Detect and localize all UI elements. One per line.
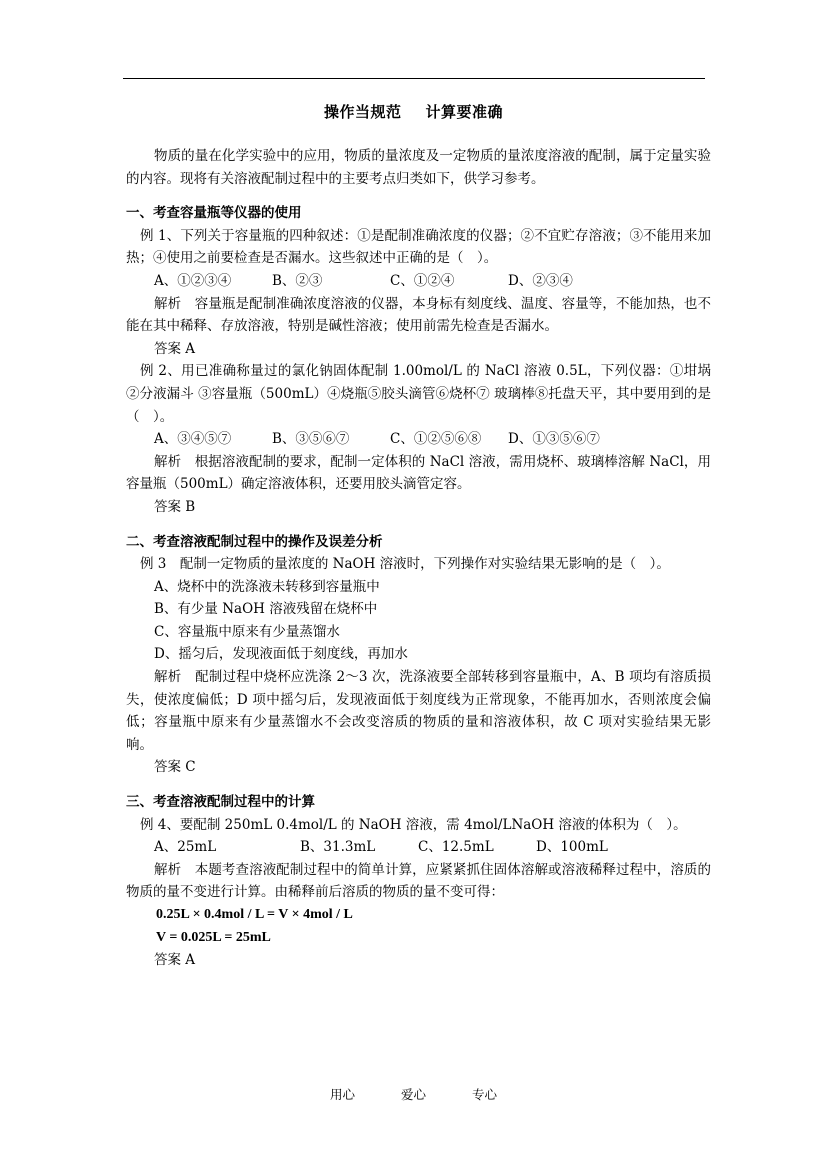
section-heading-2: 二、考查溶液配制过程中的操作及误差分析 [126, 533, 383, 550]
page-title [0, 101, 827, 122]
option-d: D、①③⑤⑥⑦ [508, 431, 600, 448]
formula-line-2: V = 0.025L = 25mL [156, 929, 271, 945]
title-right: 计算要准确 [425, 103, 504, 121]
example-2-options [126, 428, 711, 451]
example-3-choice-a: A、烧杯中的洗涤液未转移到容量瓶中 [154, 578, 380, 595]
example-4-answer: 答案 A [154, 952, 196, 969]
example-1-options [126, 270, 711, 293]
example-2-analysis: 解析 根据溶液配制的要求，配制一定体积的 NaCl 溶液，需用烧杯、玻璃棒溶解 NaCl，用容量瓶（500mL）确定溶液体积，还要用胶头滴管定容。 [126, 453, 711, 493]
section-heading-1: 一、考查容量瓶等仪器的使用 [126, 205, 302, 222]
option-a: A、①②③④ [154, 272, 232, 289]
option-d: D、②③④ [508, 272, 573, 289]
example-2-question: 例 2、用已准确称量过的氯化钠固体配制 1.00mol/L 的 NaCl 溶液 0.5L，下列仪器：①坩埚②分液漏斗 ③容量瓶（500mL）④烧瓶⑤胶头滴管⑥烧杯⑦ 玻璃棒⑧托盘天平，其中要用到的是（ ）。 [126, 363, 711, 425]
footer-word-1: 用心 [329, 1087, 355, 1102]
example-3-question: 例 3 配制一定物质的量浓度的 NaOH 溶液时，下列操作对实验结果无影响的是（ ）。 [140, 556, 670, 573]
document-body [126, 145, 711, 972]
option-a: A、③④⑤⑦ [154, 431, 232, 448]
option-c: C、①②④ [390, 272, 455, 289]
option-b: B、②③ [272, 272, 323, 289]
example-1-question: 例 1、下列关于容量瓶的四种叙述：①是配制准确浓度的仪器；②不宜贮存溶液；③不能用来加热；④使用之前要检查是否漏水。这些叙述中正确的是（ ）。 [126, 227, 711, 267]
example-4-analysis: 解析 本题考查溶液配制过程中的简单计算，应紧紧抓住固体溶解或溶液稀释过程中，溶质的物质的量不变进行计算。由稀释前后溶质的物质的量不变可得： [126, 861, 711, 901]
option-c: C、①②⑤⑥⑧ [390, 431, 482, 448]
option-b: B、31.3mL [300, 839, 376, 856]
intro-paragraph: 物质的量在化学实验中的应用，物质的量浓度及一定物质的量浓度溶液的配制，属于定量实验的内容。现将有关溶液配制过程中的主要考点归类如下，供学习参考。 [126, 148, 711, 187]
example-3-choice-c: C、容量瓶中原来有少量蒸馏水 [154, 623, 340, 640]
footer-word-2: 爱心 [400, 1087, 426, 1102]
option-c: C、12.5mL [418, 839, 494, 856]
example-4-options [126, 836, 711, 859]
example-1-answer: 答案 A [154, 340, 196, 357]
page-footer [0, 1085, 827, 1103]
option-d: D、100mL [536, 839, 608, 856]
example-1-analysis: 解析 容量瓶是配制准确浓度溶液的仪器，本身标有刻度线、温度、容量等，不能加热，也不能在其中稀释、存放溶液，特别是碱性溶液；使用前需先检查是否漏水。 [126, 295, 711, 335]
example-2-answer: 答案 B [154, 498, 196, 515]
section-heading-3: 三、考查溶液配制过程中的计算 [126, 794, 315, 811]
option-a: A、25mL [154, 839, 217, 856]
option-b: B、③⑤⑥⑦ [272, 431, 350, 448]
footer-word-3: 专心 [471, 1087, 497, 1102]
example-3-analysis: 解析 配制过程中烧杯应洗涤 2～3 次，洗涤液要全部转移到容量瓶中，A、B 项均有溶质损失，使浓度偏低；D 项中摇匀后，发现液面低于刻度线为正常现象，不能再加水，否则浓度会偏低；容量瓶中原来有少量蒸馏水不会改变溶质的物质的量和溶液体积，故 C 项对实验结果无影响。 [126, 669, 711, 753]
title-left: 操作当规范 [323, 103, 402, 121]
formula-line-1: 0.25L × 0.4mol / L = V × 4mol / L [156, 907, 353, 922]
example-3-answer: 答案 C [154, 759, 196, 776]
example-3-choice-d: D、摇匀后，发现液面低于刻度线，再加水 [154, 646, 408, 663]
example-3-choice-b: B、有少量 NaOH 溶液残留在烧杯中 [154, 601, 378, 618]
example-4-question: 例 4、要配制 250mL 0.4mol/L 的 NaOH 溶液，需 4mol/LNaOH 溶液的体积为（ ）。 [140, 816, 687, 833]
header-rule [123, 78, 705, 79]
